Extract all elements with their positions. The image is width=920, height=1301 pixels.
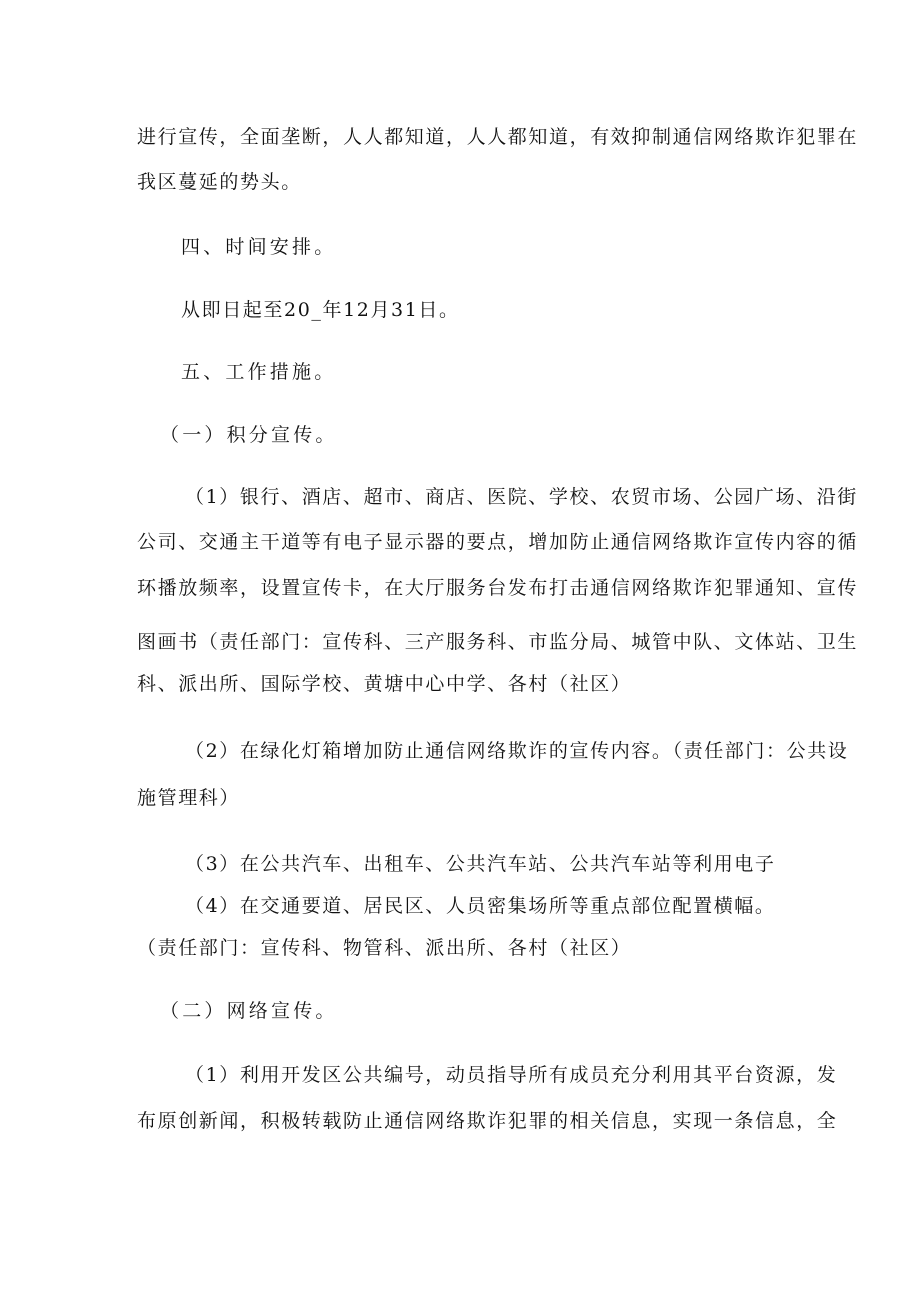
paragraph-line: 从即日起至20_年12月31日。 <box>181 299 460 321</box>
section-heading-time: 四、时间安排。 <box>181 236 337 258</box>
subsection-heading-network: （二）网络宣传。 <box>160 1000 338 1022</box>
paragraph-line: 进行宣传，全面垄断，人人都知道，人人都知道，有效抑制通信网络欺诈犯罪在 <box>137 126 859 148</box>
paragraph-line: 布原创新闻，积极转载防止通信网络欺诈犯罪的相关信息，实现一条信息，全 <box>137 1110 838 1132</box>
paragraph-line: （3）在公共汽车、出租车、公共汽车站、公共汽车站等利用电子 <box>185 853 776 875</box>
paragraph-line: 公司、交通主干道等有电子显示器的要点，增加防止通信网络欺诈宣传内容的循 <box>137 531 859 553</box>
paragraph-line: （责任部门：宣传科、物管科、派出所、各村（社区） <box>137 937 632 959</box>
paragraph-line: （1）银行、酒店、超市、商店、医院、学校、农贸市场、公园广场、沿街 <box>185 486 858 508</box>
paragraph-line: 图画书（责任部门：宣传科、三产服务科、市监分局、城管中队、文体站、卫生 <box>137 631 859 653</box>
paragraph-line: （2）在绿化灯箱增加防止通信网络欺诈的宣传内容。（责任部门：公共设 <box>185 740 849 762</box>
subsection-heading-points: （一）积分宣传。 <box>160 424 338 446</box>
paragraph-line: （4）在交通要道、居民区、人员密集场所等重点部位配置横幅。 <box>185 895 776 917</box>
paragraph-line: 环播放频率，设置宣传卡，在大厅服务台发布打击通信网络欺诈犯罪通知、宣传 <box>137 577 859 599</box>
paragraph-line: （1）利用开发区公共编号，动员指导所有成员充分利用其平台资源，发 <box>185 1064 838 1086</box>
paragraph-line: 科、派出所、国际学校、黄塘中心中学、各村（社区） <box>137 673 632 695</box>
section-heading-measures: 五、工作措施。 <box>181 361 337 383</box>
paragraph-line: 施管理科） <box>137 787 241 809</box>
paragraph-line: 我区蔓延的势头。 <box>137 171 302 193</box>
